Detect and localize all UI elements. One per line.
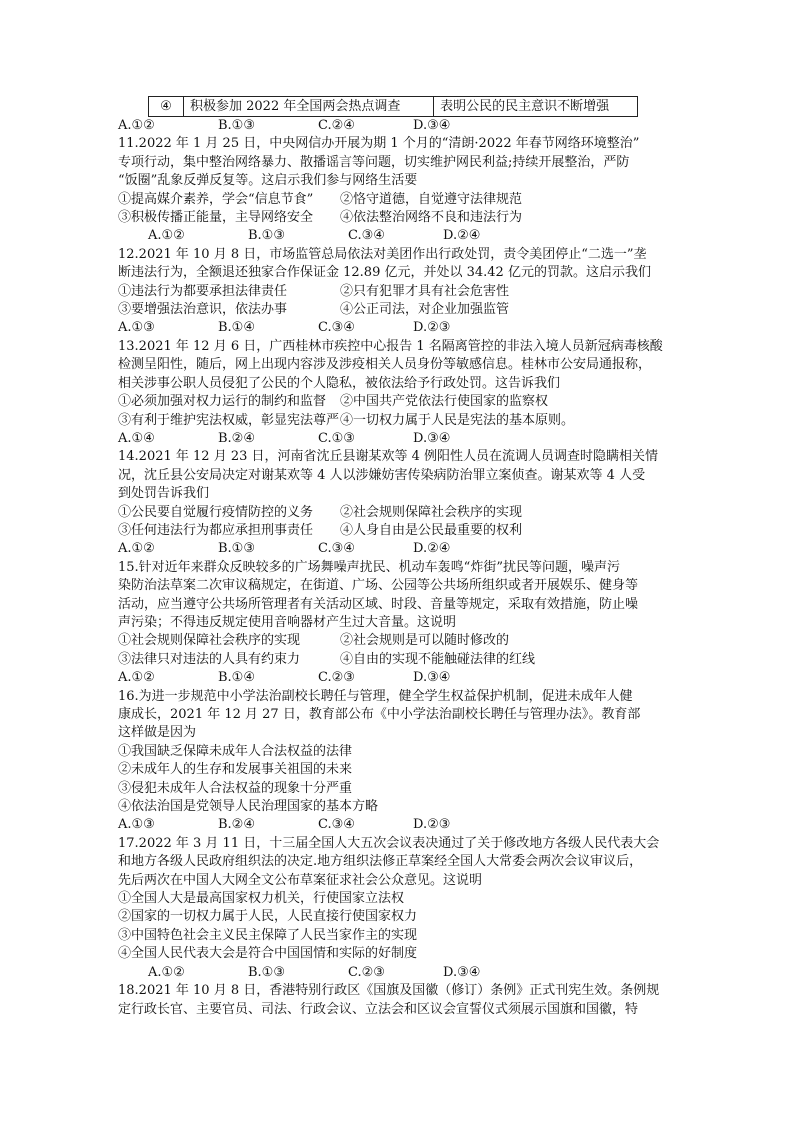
question-text-line: 13.2021 年 12 月 6 日，广西桂林市疾控中心报告 1 名隔离管控的非法入境人员新冠病毒核酸	[118, 338, 663, 354]
q15-option-d: D.③④	[413, 670, 451, 686]
statement-4: ④一切权力属于人民是宪法的基本原则。	[340, 412, 575, 428]
statement-row	[118, 301, 678, 319]
exam-page	[118, 96, 678, 1019]
q17-option-c: C.②③	[348, 964, 385, 980]
question-text-line: 和地方各级人民政府组织法的决定.地方组织法修正草案经全国人大常委会两次会议审议后，	[118, 854, 643, 870]
q12-option-b: B.①④	[218, 320, 255, 336]
q17-options	[118, 964, 678, 982]
q13-option-a: A.①④	[118, 430, 155, 446]
statement-4: ④公正司法，对企业加强监管	[340, 302, 510, 318]
q17-option-d: D.③④	[443, 964, 481, 980]
statement-2: ②社会规则是可以随时修改的	[340, 633, 510, 649]
statement-2: ②只有犯罪才具有社会危害性	[340, 283, 510, 299]
q15-option-c: C.②③	[318, 670, 355, 686]
q14-option-c: C.③④	[318, 541, 355, 557]
statement-1: ①全国人大是最高国家权力机关，行使国家立法权	[118, 891, 405, 907]
question-13	[118, 338, 678, 448]
question-text-line: 声污染；不得违反规定使用音响器材产生过大音量。这说明	[118, 614, 457, 630]
statement-row	[118, 522, 678, 540]
q15-option-b: B.①④	[218, 670, 255, 686]
table-row	[149, 97, 638, 117]
statement-3: ③有利于维护宪法权威，彰显宪法尊严	[118, 412, 340, 428]
question-text-line: 活动，应当遵守公共场所管理者有关活动区域、时段、音量等规定，采取有效措施，防止噪	[118, 596, 639, 612]
statement-3: ③要增强法治意识，依法办事	[118, 302, 288, 318]
statement-row	[118, 632, 678, 650]
statement-4: ④依法整治网络不良和违法行为	[340, 210, 523, 226]
question-text-line: 染防治法草案二次审议稿规定，在街道、广场、公园等公共场所组织或者开展娱乐、健身等	[118, 578, 639, 594]
question-17	[118, 835, 678, 982]
q10-options	[118, 117, 678, 135]
question-text-line: 断违法行为，全额退还独家合作保证金 12.89 亿元，并处以 34.42 亿元的罚款。这启示我们	[118, 265, 651, 281]
q12-options	[118, 319, 678, 337]
statement-2: ②恪守道德，自觉遵守法律规范	[340, 191, 523, 207]
table-cell-number: ④	[149, 97, 184, 117]
q17-option-b: B.①③	[248, 964, 285, 980]
statement-row	[118, 504, 678, 522]
q11-options	[118, 227, 678, 245]
q17-option-a: A.①②	[148, 964, 185, 980]
question-text-line: 先后两次在中国人大网全文公布草案征求社会公众意见。这说明	[118, 872, 483, 888]
statement-1: ①社会规则保障社会秩序的实现	[118, 633, 301, 649]
question-text-line: 17.2022 年 3 月 11 日，十三届全国人大五次会议表决通过了关于修改地方各级人民代表大会	[118, 835, 660, 851]
q14-option-a: A.①②	[118, 541, 155, 557]
statement-4: ④全国人民代表大会是符合中国国情和实际的好制度	[118, 946, 418, 962]
question-text-line: 12.2021 年 10 月 8 日，市场监管总局依法对美团作出行政处罚，责令美团停止“二选一”垄	[118, 246, 647, 262]
question-text-line: 11.2022 年 1 月 25 日，中央网信办开展为期 1 个月的“清朗·2022 年春节网络环境整治”	[118, 136, 640, 152]
question-15	[118, 559, 678, 688]
question-text-line: 14.2021 年 12 月 23 日，河南省沈丘县谢某欢等 4 例阳性人员在流调人员调查时隐瞒相关情	[118, 449, 659, 465]
question-text-line: 15.针对近年来群众反映较多的广场舞噪声扰民、机动车轰鸣“炸街”扰民等问题，噪声污	[118, 559, 620, 575]
question-text-line: 况，沈丘县公安局决定对谢某欢等 4 人以涉嫌妨害传染病防治罪立案侦查。谢某欢等 4 人受	[118, 467, 646, 483]
question-12	[118, 246, 678, 338]
statement-4: ④人身自由是公民最重要的权利	[340, 522, 523, 538]
statement-row	[118, 283, 678, 301]
q12-option-d: D.②③	[413, 320, 451, 336]
q13-option-d: D.③④	[413, 430, 451, 446]
question-11	[118, 135, 678, 245]
question-text-line: 康成长，2021 年 12 月 27 日，教育部公布《中小学法治副校长聘任与管理办法》。教育部	[118, 707, 641, 722]
question-text-line: 这样做是因为	[118, 725, 197, 741]
statement-1: ①必须加强对权力运行的制约和监督	[118, 394, 327, 410]
statement-4: ④依法治国是党领导人民治理国家的基本方略	[118, 799, 379, 815]
q10-option-a: A.①②	[118, 118, 155, 133]
statement-2: ②社会规则保障社会秩序的实现	[340, 504, 523, 520]
question-18	[118, 982, 678, 1019]
statement-2: ②中国共产党依法行使国家的监察权	[340, 394, 549, 410]
statement-row	[118, 393, 678, 411]
question-text-line: “饭圈”乱象反弹反复等。这启示我们参与网络生活要	[118, 173, 418, 189]
statement-row	[118, 412, 678, 430]
statement-row	[118, 651, 678, 669]
statement-1: ①违法行为都要承担法律责任	[118, 283, 288, 299]
q16-options	[118, 816, 678, 834]
question-text-line: 相关涉事公职人员侵犯了公民的个人隐私，被依法给予行政处罚。这告诉我们	[118, 375, 561, 391]
answer-table	[148, 96, 638, 117]
q11-option-a: A.①②	[148, 228, 185, 244]
statement-row	[118, 191, 678, 209]
q11-option-d: D.②④	[443, 228, 481, 244]
q11-option-b: B.①③	[248, 228, 285, 244]
statement-3: ③侵犯未成年人合法权益的现象十分严重	[118, 780, 353, 796]
table-cell-meaning: 表明公民的民主意识不断增强	[434, 97, 638, 117]
q14-option-b: B.①③	[218, 541, 255, 557]
q13-option-c: C.①③	[318, 430, 355, 446]
q13-option-b: B.②④	[218, 430, 255, 446]
statement-4: ④自由的实现不能触碰法律的红线	[340, 651, 536, 667]
statement-2: ②未成年人的生存和发展事关祖国的未来	[118, 762, 353, 778]
q16-option-c: C.③④	[318, 817, 355, 833]
question-text-line: 专项行动，集中整治网络暴力、散播谣言等问题，切实维护网民利益;持续开展整治，严防	[118, 154, 630, 170]
q15-options	[118, 669, 678, 687]
statement-3: ③中国特色社会主义民主保障了人民当家作主的实现	[118, 927, 418, 943]
statement-1: ①我国缺乏保障未成年人合法权益的法律	[118, 743, 353, 759]
q11-option-c: C.③④	[348, 228, 385, 244]
q10-option-d: D.③④	[413, 118, 451, 133]
q10-option-c: C.②④	[318, 118, 355, 133]
q16-option-d: D.②③	[413, 817, 451, 833]
statement-row	[118, 209, 678, 227]
question-text-line: 16.为进一步规范中小学法治副校长聘任与管理，健全学生权益保护机制，促进未成年人健	[118, 688, 633, 704]
statement-3: ③任何违法行为都应承担刑事责任	[118, 522, 314, 538]
statement-3: ③积极传播正能量，主导网络安全	[118, 210, 314, 226]
statement-3: ③法律只对违法的人具有约束力	[118, 651, 301, 667]
question-text-line: 18.2021 年 10 月 8 日，香港特别行政区《国旗及国徽（修订）条例》正式刊宪生效。条例规	[118, 983, 660, 999]
question-text-line: 到处罚告诉我们	[118, 486, 210, 502]
question-text-line: 定行政长官、主要官员、司法、行政会议、立法会和区议会宣誓仪式须展示国旗和国徽，特	[118, 1001, 639, 1017]
q15-option-a: A.①②	[118, 670, 155, 686]
q16-option-b: B.②④	[218, 817, 255, 833]
table-cell-event: 积极参加 2022 年全国两会热点调查	[184, 97, 434, 117]
q13-options	[118, 430, 678, 448]
q12-option-c: C.③④	[318, 320, 355, 336]
q14-option-d: D.②④	[413, 541, 451, 557]
question-14	[118, 448, 678, 558]
q16-option-a: A.①③	[118, 817, 155, 833]
statement-1: ①公民要自觉履行疫情防控的义务	[118, 504, 314, 520]
question-16	[118, 688, 678, 835]
question-text-line: 检测呈阳性，随后，网上出现内容涉及涉疫相关人员身份等敏感信息。桂林市公安局通报称，	[118, 357, 652, 373]
q14-options	[118, 540, 678, 558]
q10-option-b: B.①③	[218, 118, 255, 133]
statement-2: ②国家的一切权力属于人民，人民直接行使国家权力	[118, 909, 418, 925]
q12-option-a: A.①③	[118, 320, 155, 336]
statement-1: ①提高媒介素养，学会“信息节食”	[118, 191, 314, 207]
